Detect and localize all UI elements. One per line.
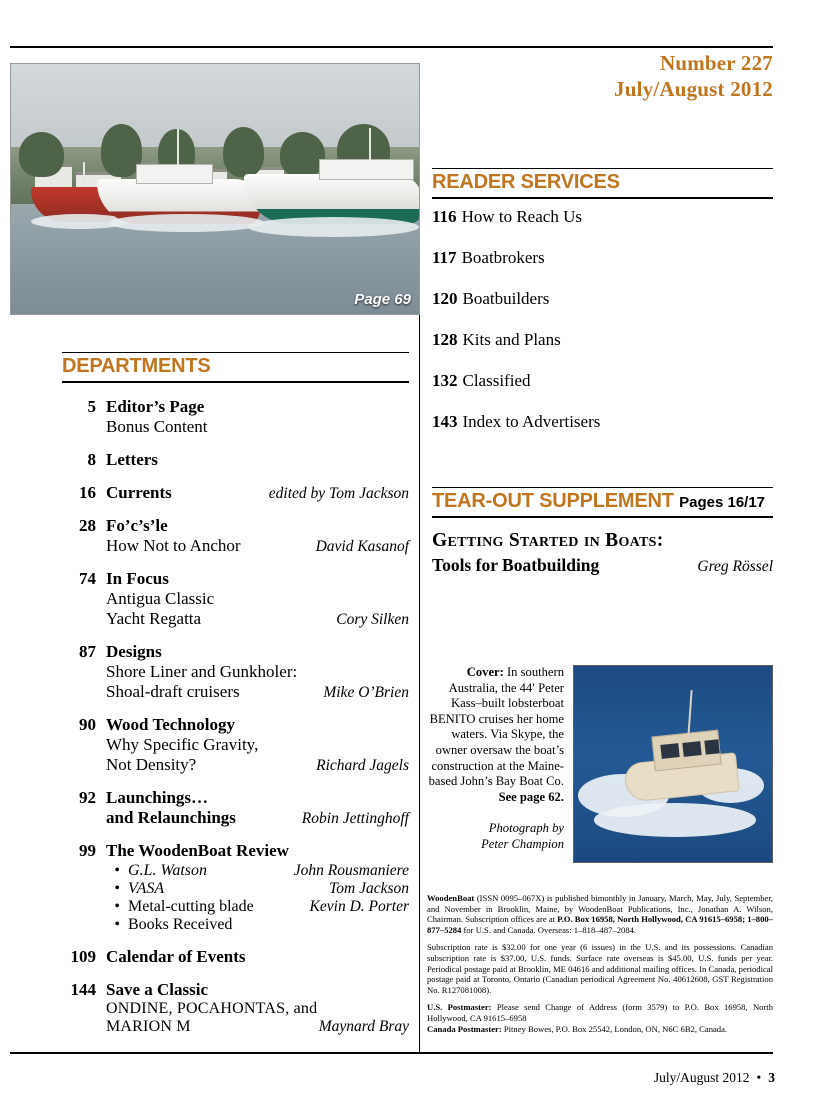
cover-photo xyxy=(573,665,773,863)
cover-photo-wake xyxy=(594,803,756,836)
issue-date: July/August 2012 xyxy=(614,77,773,101)
reader-services-item[interactable] xyxy=(432,330,773,350)
entry-page: 28 xyxy=(79,516,96,535)
department-entry[interactable] xyxy=(62,483,409,503)
entry-author: David Kasanof xyxy=(315,538,409,555)
departments-heading: DEPARTMENTS xyxy=(62,352,409,383)
review-bullets xyxy=(62,862,409,934)
entry-title: In Focus xyxy=(106,569,169,588)
item-page: 128 xyxy=(432,330,458,349)
tear-out-title[interactable] xyxy=(432,530,773,552)
review-bullet-item[interactable] xyxy=(62,916,409,934)
tear-out-supplement xyxy=(432,487,773,576)
entry-title: The WoodenBoat Review xyxy=(106,841,289,860)
reader-services-item[interactable] xyxy=(432,289,773,309)
footer-date: July/August 2012 xyxy=(653,1070,750,1085)
cover-photo-window xyxy=(660,743,679,759)
tear-out-author: Greg Rössel xyxy=(697,558,773,575)
entry-title: Wood Technology xyxy=(106,715,235,734)
entry-author: Mike O’Brien xyxy=(323,684,409,701)
hero-photo xyxy=(10,63,420,315)
entry-subtitle-2: Not Density? xyxy=(106,755,197,774)
cover-text: In southern Australia, the 44′ Peter Kass–built lobsterboat BENITO cruises her home waters. Via Skype, the owner oversaw the boat’s construction at the Maine-based John’s Bay Boat Co. xyxy=(428,665,564,789)
legal-paragraph-3 xyxy=(427,1002,773,1034)
entry-page: 87 xyxy=(79,642,96,661)
top-rule xyxy=(10,46,773,48)
legal-p1-a: (ISSN 0095–067X) is published bimonthly in January, March, May, July, September, and November in Brooklin, Maine, by WoodenBoat Publications, Inc., Jonathan A. Wilson, Chairman. Subscription offices are at xyxy=(427,893,773,925)
bullet-marker: • xyxy=(114,862,120,879)
entry-author: Cory Silken xyxy=(336,611,409,628)
entry-subtitle: How Not to Anchor xyxy=(106,536,241,555)
department-entry[interactable] xyxy=(62,947,409,967)
us-postmaster-label: U.S. Postmaster: xyxy=(427,1002,492,1013)
item-label: Boatbuilders xyxy=(462,289,550,308)
entry-subtitle-2: Yacht Regatta xyxy=(106,609,202,628)
footer-page-number: 3 xyxy=(768,1070,775,1085)
department-entry[interactable] xyxy=(62,516,409,556)
entry-page: 74 xyxy=(79,569,96,588)
cover-block xyxy=(427,665,773,863)
issue-number: Number 227 xyxy=(659,51,773,75)
entry-title: Designs xyxy=(106,642,162,661)
department-entry[interactable] xyxy=(62,980,409,1036)
item-label: Index to Advertisers xyxy=(462,412,601,431)
department-entry[interactable] xyxy=(62,715,409,775)
entry-title: Currents xyxy=(106,483,172,502)
tear-out-pages: Pages 16/17 xyxy=(679,494,766,511)
legal-publisher-name: WoodenBoat xyxy=(427,893,475,903)
masthead xyxy=(614,50,773,102)
entry-page: 92 xyxy=(79,788,96,807)
cover-photo-window xyxy=(682,742,701,758)
tear-out-heading xyxy=(432,487,773,518)
entry-subtitle-2: Shoal-draft cruisers xyxy=(106,682,240,701)
department-entry[interactable] xyxy=(62,569,409,629)
review-bullet-item[interactable] xyxy=(62,880,409,898)
entry-title: Save a Classic xyxy=(106,980,208,999)
department-entry[interactable] xyxy=(62,397,409,437)
item-page: 132 xyxy=(432,371,458,390)
entry-title: Fo’c’s’le xyxy=(106,516,168,535)
cover-credit-line-1: Photograph by xyxy=(488,821,564,836)
entry-title: Calendar of Events xyxy=(106,947,246,966)
departments-list xyxy=(62,397,409,1036)
entry-page: 99 xyxy=(79,841,96,860)
review-bullet-item[interactable] xyxy=(62,862,409,880)
entry-subtitle: Bonus Content xyxy=(106,417,208,436)
entry-page: 144 xyxy=(70,980,96,999)
bullet-label: Books Received xyxy=(128,916,233,933)
cover-see-page: See page 62. xyxy=(498,789,564,804)
entry-title: Launchings… xyxy=(106,788,209,807)
reader-services-item[interactable] xyxy=(432,207,773,227)
tear-out-subtitle: Tools for Boatbuilding xyxy=(432,555,600,575)
entry-author: Richard Jagels xyxy=(316,757,409,774)
photo-wake xyxy=(109,214,264,232)
bullet-marker: • xyxy=(114,898,120,915)
entry-subtitle: Why Specific Gravity, xyxy=(106,735,259,754)
bullet-author: Kevin D. Porter xyxy=(309,898,409,915)
item-label: How to Reach Us xyxy=(461,207,582,226)
reader-services-list xyxy=(432,207,773,432)
bullet-marker: • xyxy=(114,880,120,897)
cover-photo-window xyxy=(704,740,719,755)
tear-out-heading-label: TEAR-OUT SUPPLEMENT xyxy=(432,490,674,512)
entry-author: Maynard Bray xyxy=(318,1018,409,1035)
bullet-marker: • xyxy=(114,916,120,933)
legal-fine-print xyxy=(427,893,773,1041)
cover-credit-line-2: Peter Champion xyxy=(481,836,564,851)
us-postmaster-text: Please send Change of Address (form 3579) to P.O. Box 16958, North Hollywood, CA 91615–6958 xyxy=(427,1002,773,1023)
canada-postmaster-text: Pitney Bowes, P.O. Box 25542, London, ON, N6C 6B2, Canada. xyxy=(501,1023,728,1034)
entry-subtitle: Shore Liner and Gunkholer: xyxy=(106,662,298,681)
cover-credit xyxy=(427,821,564,852)
entry-title: Editor’s Page xyxy=(106,397,205,416)
reader-services-item[interactable] xyxy=(432,371,773,391)
photo-wake xyxy=(248,217,419,237)
entry-author: Robin Jettinghoff xyxy=(301,810,409,827)
department-entry[interactable] xyxy=(62,841,409,934)
departments-column xyxy=(62,352,409,1049)
tear-out-title-text: Getting Started in Boats: xyxy=(432,530,664,551)
department-entry[interactable] xyxy=(62,788,409,828)
reader-services-item[interactable] xyxy=(432,412,773,432)
item-page: 120 xyxy=(432,289,458,308)
bullet-label: VASA xyxy=(128,880,165,897)
review-bullet-item[interactable] xyxy=(62,898,409,916)
bottom-rule xyxy=(10,1052,773,1054)
legal-paragraph-1 xyxy=(427,893,773,935)
entry-page: 90 xyxy=(79,715,96,734)
cover-label: Cover: xyxy=(466,665,504,679)
photo-tree xyxy=(223,127,264,177)
photo-tree xyxy=(19,132,64,177)
item-label: Kits and Plans xyxy=(462,330,561,349)
item-page: 143 xyxy=(432,412,458,431)
cover-caption xyxy=(427,665,573,852)
hero-photo-page-caption: Page 69 xyxy=(354,291,411,308)
item-label: Boatbrokers xyxy=(461,248,545,267)
department-entry[interactable] xyxy=(62,642,409,702)
legal-subscription-address: P.O. Box 16958, North Hollywood, CA 91615–6958; 1–800–877–5284 xyxy=(427,914,773,935)
entry-subtitle: Antigua Classic xyxy=(106,589,215,608)
department-entry[interactable] xyxy=(62,450,409,470)
entry-title-2: and Relaunchings xyxy=(106,808,236,827)
reader-services-heading: READER SERVICES xyxy=(432,168,773,199)
item-page: 116 xyxy=(432,207,457,226)
item-label: Classified xyxy=(462,371,531,390)
entry-subtitle-2: MARION M xyxy=(106,1018,191,1035)
footer-separator: • xyxy=(756,1070,762,1085)
bullet-label: Metal-cutting blade xyxy=(128,898,254,915)
entry-title: Letters xyxy=(106,450,158,469)
entry-page: 5 xyxy=(87,397,96,416)
bullet-label: G.L. Watson xyxy=(128,862,207,879)
legal-paragraph-2: Subscription rate is $32.00 for one year (6 issues) in the U.S. and its possessions. Canadian subscription rate is $37.00, U.S. funds. Surface rate overseas is $45.00, U.S. funds per year. Periodical postage paid at Brooklin, ME 04616 and additional mailing offices. In Canada, periodical postage paid at Toronto, Ontario (Canadian periodical Agreement No. 40612608, GST Registration No. R127081008). xyxy=(427,942,773,995)
entry-author: edited by Tom Jackson xyxy=(268,485,409,502)
bullet-author: John Rousmaniere xyxy=(293,862,409,879)
entry-page: 8 xyxy=(87,450,96,469)
entry-subtitle: ONDINE, POCAHONTAS, and xyxy=(106,1000,318,1017)
entry-page: 16 xyxy=(79,483,96,502)
entry-page: 109 xyxy=(70,947,96,966)
bullet-author: Tom Jackson xyxy=(329,880,409,897)
legal-p1-b: for U.S. and Canada. Overseas: 1–818–487–2084. xyxy=(461,924,637,935)
reader-services-column xyxy=(432,168,773,453)
page-footer xyxy=(654,1070,775,1086)
item-page: 117 xyxy=(432,248,457,267)
canada-postmaster-label: Canada Postmaster: xyxy=(427,1023,502,1034)
reader-services-item[interactable] xyxy=(432,248,773,268)
